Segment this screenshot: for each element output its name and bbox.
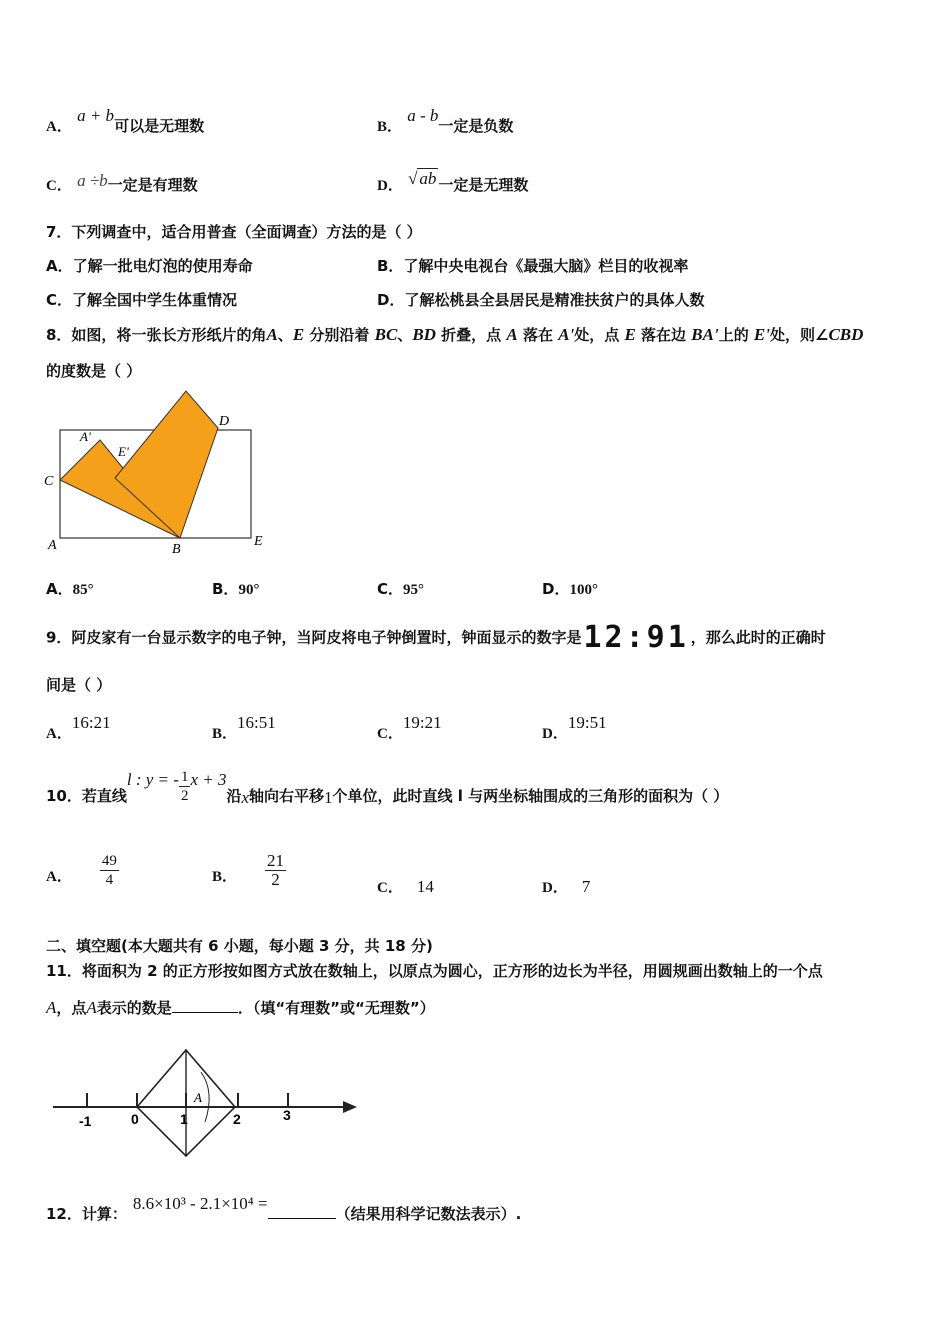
q11-answer-blank[interactable] [172,998,238,1013]
q7-option-d: D．了解松桃县全县居民是精准扶贫户的具体人数 [377,291,705,309]
tick-label-1: 1 [180,1111,188,1127]
q7-option-c: C．了解全国中学生体重情况 [46,291,238,309]
q9-option-b: B．16:51 [212,713,276,742]
clock-display: 12:91 [583,620,689,655]
q10-line-equation: l : y = - $\frac{1}{2}$ x + 3 [126,769,227,804]
tick-label-3: 3 [283,1107,291,1123]
q10-option-d: D． 7 [542,877,591,896]
q10-stem: 10．若直线l : y = - $\frac{1}{2}$ x + 3沿x轴向右平移1个单位，此时直线 l 与两坐标轴围成的三角形的面积为（ ） [46,770,728,807]
q9-stem: 9．阿皮家有一台显示数字的电子钟，当阿皮将电子钟倒置时，钟面显示的数字是12:91 ，那么此时的正确时 [46,620,826,655]
q6-d-expr: √ ab [408,169,437,188]
q10-option-a: A． $\frac{49}{4}$ [46,853,117,888]
q10-option-b: B． $\frac{21}{2}$ [212,851,285,889]
label-e: E [254,534,263,549]
label-c: C [44,474,54,489]
label-e-prime: E' [118,444,129,459]
tick-label-2: 2 [233,1111,241,1127]
q11-stem: 11．将面积为 2 的正方形按如图方式放在数轴上，以原点为圆心，正方形的边长为半径，用圆规画出数轴上的一个点 [46,962,823,980]
q7-stem: 7．下列调查中，适合用普查（全面调查）方法的是（ ） [46,223,422,241]
q12-expression: 8.6×10³ - 2.1×10⁴ = [132,1194,268,1213]
label-a-prime: A' [80,429,91,444]
point-a-label: A [194,1090,202,1105]
q9-option-d: D．19:51 [542,713,607,742]
label-d: D [219,414,230,429]
q8-stem-line2: 的度数是（ ） [46,362,142,380]
section-2-heading: 二、填空题(本大题共有 6 小题，每小题 3 分，共 18 分) [46,937,433,955]
q6-c-expr: a ÷b [77,171,108,190]
tick-label-0: 0 [131,1111,139,1127]
q8-option-a: A．85° [46,580,94,598]
q7-option-a: A．了解一批电灯泡的使用寿命 [46,257,253,275]
q9-option-c: C．19:21 [377,713,442,742]
q9-option-a: A．16:21 [46,713,111,742]
q12-answer-blank[interactable] [268,1204,336,1219]
q10-option-c: C． 14 [377,877,434,896]
q6-option-b: B． a - b一定是负数 [377,106,514,135]
q11-stem-line2: A，点A表示的数是 ．（填“有理数”或“无理数”） [46,998,435,1017]
q9-stem-line2: 间是（ ） [46,676,112,694]
compass-arc [201,1072,209,1122]
q6-option-a: A． a + b可以是无理数 [46,106,205,135]
q6-a-expr: a + b [77,106,115,125]
q8-option-c: C．95° [377,580,425,598]
axis-arrow [343,1101,357,1113]
q8-option-b: B．90° [212,580,260,598]
q8-option-d: D．100° [542,580,598,598]
q6-option-d: D． √ ab 一定是无理数 [377,169,529,194]
tick-label-neg1: -1 [79,1113,92,1129]
q7-option-b: B．了解中央电视台《最强大脑》栏目的收视率 [377,257,689,275]
q12-stem: 12．计算：8.6×10³ - 2.1×10⁴ =（结果用科学记数法表示）. [46,1194,522,1223]
label-a: A [48,538,57,553]
q6-b-expr: a - b [407,106,439,125]
q8-figure [40,385,280,560]
folded-quad-bep [115,391,218,538]
label-b: B [172,542,181,557]
q11-number-line-figure [45,1040,365,1165]
q6-option-c: C． a ÷b一定是有理数 [46,171,198,194]
q8-stem: 8．如图，将一张长方形纸片的角A、E 分别沿着 BC、BD 折叠，点 A 落在 A'处，点 E 落在边 BA'上的 E'处，则∠CBD [46,325,864,344]
